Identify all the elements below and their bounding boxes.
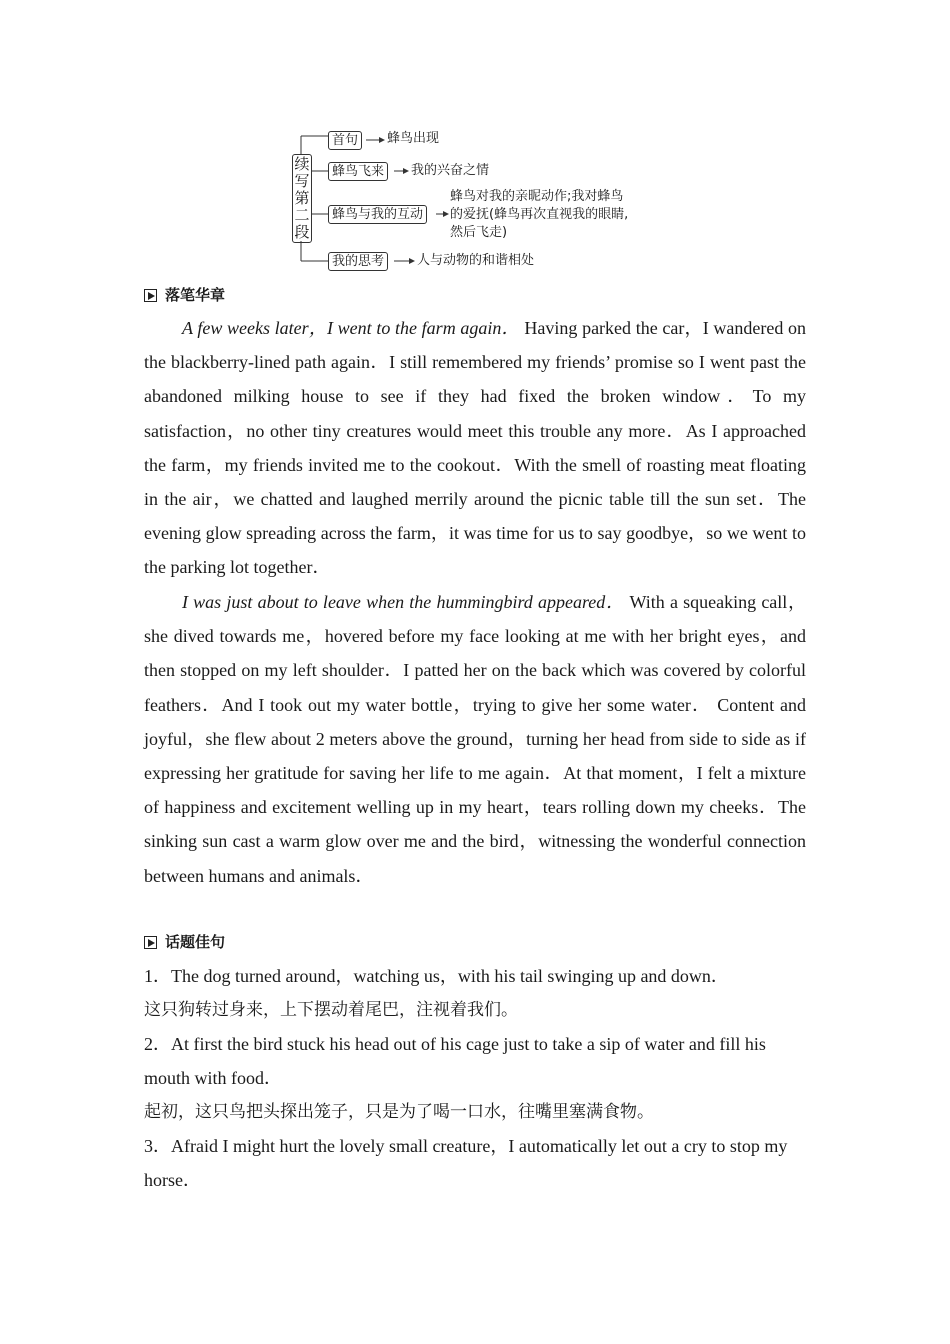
paragraph-1-lead: A few weeks later，I went to the farm again． [182, 318, 520, 338]
outline-diagram [288, 126, 688, 276]
diagram-leaf-first: 蜂鸟出现 [387, 131, 440, 146]
diagram-node-reflection: 我的思考 [328, 252, 388, 271]
diagram-root-label: 续写第二段 [294, 155, 310, 241]
diagram-root [292, 154, 312, 243]
paragraph-2 [144, 585, 806, 893]
paragraph-1 [144, 311, 806, 585]
diagram-leaf-excitement: 我的兴奋之情 [411, 163, 490, 178]
sentence-2-cn: 起初，这只鸟把头探出笼子，只是为了喝一口水，往嘴里塞满食物。 [144, 1102, 654, 1122]
paragraph-2-lead: I was just about to leave when the hummingbird appeared． [182, 592, 625, 612]
diagram-leaf-interaction: 蜂鸟对我的亲昵动作;我对蜂鸟 的爱抚(蜂鸟再次直视我的眼睛, 然后飞走) [450, 189, 629, 240]
sentence-3-en: 3．Afraid I might hurt the lovely small creature，I automatically let out a cry to stop my horse． [144, 1136, 788, 1190]
paragraph-1-body: Having parked the car，I wandered on the blackberry-lined path again．I still remembered my friends’ promise so I went past the abandoned milking house to see if they had fixed the broken window．To my satisfaction，no other tiny creatures would meet this trouble any more．As I approached the farm，my friends invited me to the cookout．With the smell of roasting meat floating in the air，we chatted and laughed merrily around the picnic table till the sun set．The evening glow spreading across the farm，it was time for us to say goodbye，so we went to the parking lot together． [144, 318, 807, 578]
paragraph-2-body: With a squeaking call，she dived towards me，hovered before my face looking at me with her bright eyes，and then stopped on my left shoulder．I patted her on the back which was covered by colorful feathers．And I took out my water bottle，trying to give her some water． Content and joyful，she flew about 2 meters above the ground，turning her head from side to side as if expressing her gratitude for saving her life to me again．At that moment，I felt a mixture of happiness and excitement welling up in my heart，tears rolling down my cheeks．The sinking sun cast a warm glow over me and the bird，witnessing the wonderful connection between humans and animals． [144, 592, 806, 886]
play-triangle-icon [144, 289, 157, 302]
section-heading-sentences: 话题佳句 [144, 932, 225, 952]
sentence-2-en: 2．At first the bird stuck his head out of his cage just to take a sip of water and fill his mouth with food． [144, 1034, 766, 1088]
diagram-leaf-harmony: 人与动物的和谐相处 [417, 253, 535, 268]
play-triangle-icon [144, 936, 157, 949]
diagram-node-first-sentence: 首句 [328, 131, 362, 150]
sentence-1-cn: 这只狗转过身来，上下摆动着尾巴，注视着我们。 [144, 1000, 518, 1020]
section-heading-writing: 落笔华章 [144, 285, 225, 305]
diagram-node-bird-flies: 蜂鸟飞来 [328, 162, 388, 181]
diagram-node-interaction: 蜂鸟与我的互动 [328, 205, 427, 224]
sentence-1-en: 1．The dog turned around，watching us，with his tail swinging up and down． [144, 966, 729, 986]
